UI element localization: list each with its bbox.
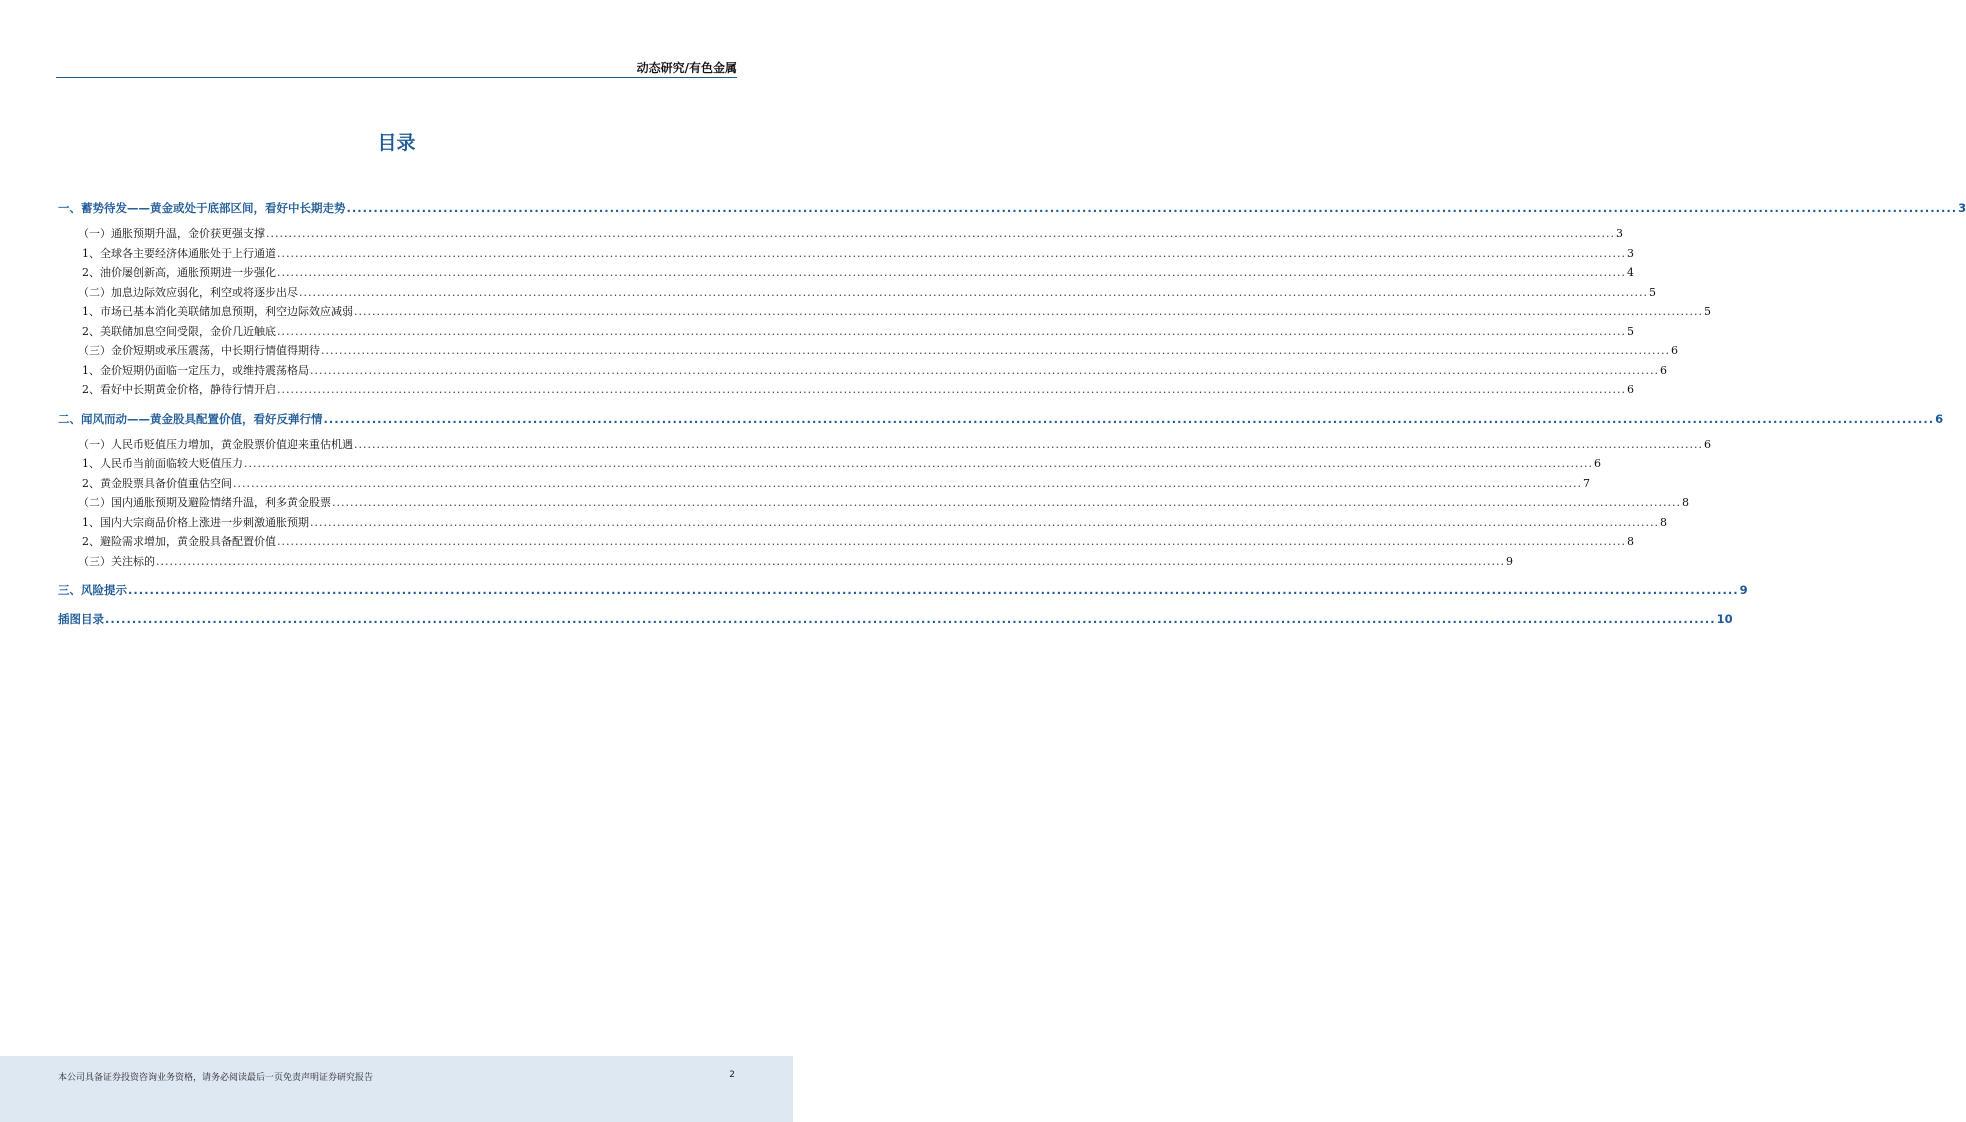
toc-entry-level-1[interactable] (58, 409, 1944, 429)
footer-band (0, 1056, 793, 1122)
toc-entry-page: 9 (1739, 583, 1748, 597)
toc-gap (58, 400, 738, 409)
toc-leader-dots: ............................................................................................................................................................................................................................................................................................................ (277, 246, 1626, 260)
toc-entry-level-3[interactable] (58, 244, 1634, 264)
toc-entry-label: （二）国内通胀预期及避险情绪升温，利多黄金股票 (78, 496, 331, 509)
toc-leader-dots: ............................................................................................................................................................................................................................................................................................................ (277, 383, 1626, 396)
toc-entry-label: 1、金价短期仍面临一定压力，或维持震荡格局 (82, 363, 309, 377)
toc-leader-dots: ............................................................................................................................................................................................................................................................................................................ (156, 554, 1505, 568)
toc-entry-label: 2、油价屡创新高，通胀预期进一步强化 (82, 266, 276, 279)
toc-entry-page: 6 (1626, 383, 1634, 396)
toc-entry-page: 6 (1593, 457, 1601, 470)
toc-entry-label: （二）加息边际效应弱化，利空或将逐步出尽 (78, 285, 298, 299)
toc-gap (58, 600, 738, 609)
toc-entry-label: （三）金价短期或承压震荡，中长期行情值得期待 (78, 344, 320, 357)
toc-gap (58, 571, 738, 580)
toc-entry-level-2[interactable] (58, 341, 1678, 361)
toc-entry-label: 二、闻风而动——黄金股具配置价值，看好反弹行情 (58, 411, 323, 426)
toc-entry-label: 2、黄金股票具备价值重估空间 (82, 476, 232, 490)
toc-entry-label: （一）人民币贬值压力增加，黄金股票价值迎来重估机遇 (78, 437, 353, 451)
toc-entry-level-2[interactable] (58, 283, 1656, 303)
toc-leader-dots: ............................................................................................................................................................................................................................................................................................................ (277, 266, 1626, 279)
toc-entry-page: 5 (1626, 324, 1634, 338)
toc-entry-page: 9 (1505, 554, 1513, 568)
toc-leader-dots: ............................................................................................................................................................................................................................................................................................................ (244, 457, 1593, 470)
toc-entry-page: 6 (1703, 437, 1711, 451)
toc-entry-label: 1、市场已基本消化美联储加息预期，利空边际效应减弱 (82, 305, 353, 318)
toc-entry-level-3[interactable] (58, 454, 1601, 474)
toc-entry-label: 2、避险需求增加，黄金股具备配置价值 (82, 535, 276, 548)
toc-entry-level-3[interactable] (58, 263, 1634, 283)
toc-leader-dots: ............................................................................................................................................................................................................................................................................................................ (321, 344, 1670, 357)
toc-entry-page: 8 (1681, 496, 1689, 509)
toc-entry-label: 2、看好中长期黄金价格，静待行情开启 (82, 383, 276, 396)
toc-entry-label: 1、全球各主要经济体通胀处于上行通道 (82, 246, 276, 260)
toc-entry-label: 1、人民币当前面临较大贬值压力 (82, 457, 243, 470)
toc-entry-page: 8 (1659, 515, 1667, 529)
toc-entry-label: （三）关注标的 (78, 554, 155, 568)
toc-entry-level-2[interactable] (58, 552, 1513, 572)
toc-entry-level-3[interactable] (58, 532, 1634, 552)
toc-entry-level-2[interactable] (58, 224, 1623, 244)
toc-leader-dots: ............................................................................................................................................................................................................................................................................................................ (128, 583, 1739, 597)
toc-entry-level-3[interactable] (58, 513, 1667, 533)
toc-entry-label: 插图目录 (58, 612, 104, 626)
toc-entry-page: 5 (1703, 305, 1711, 318)
toc-entry-level-2[interactable] (58, 493, 1689, 513)
toc-leader-dots: ............................................................................................................................................................................................................................................................................................................ (105, 612, 1716, 626)
toc-entry-page: 3 (1958, 201, 1966, 215)
toc-leader-dots: ............................................................................................................................................................................................................................................................................................................ (277, 324, 1626, 338)
toc-entry-level-1[interactable] (58, 609, 1733, 629)
footer-page-number: 2 (729, 1070, 735, 1080)
toc-leader-dots: ............................................................................................................................................................................................................................................................................................................ (266, 227, 1615, 240)
table-of-contents (58, 198, 1966, 629)
toc-entry-page: 5 (1648, 285, 1656, 299)
toc-entry-level-3[interactable] (58, 380, 1634, 400)
header-section-title: 动态研究/有色金属 (636, 61, 737, 75)
toc-entry-label: 2、美联储加息空间受限，金价几近触底 (82, 324, 276, 338)
toc-leader-dots: ............................................................................................................................................................................................................................................................................................................ (310, 515, 1659, 529)
toc-leader-dots: ............................................................................................................................................................................................................................................................................................................ (299, 285, 1648, 299)
toc-entry-page: 3 (1626, 246, 1634, 260)
toc-entry-level-1[interactable] (58, 580, 1748, 600)
toc-entry-page: 3 (1615, 227, 1623, 240)
toc-leader-dots: ............................................................................................................................................................................................................................................................................................................ (346, 201, 1958, 215)
toc-entry-label: 三、风险提示 (58, 583, 127, 597)
toc-entry-page: 6 (1935, 411, 1944, 426)
header-divider (56, 77, 737, 78)
toc-entry-label: （一）通胀预期升温，金价获更强支撑 (78, 227, 265, 240)
toc-entry-page: 7 (1582, 476, 1590, 490)
toc-entry-page: 8 (1626, 535, 1634, 548)
toc-leader-dots: ............................................................................................................................................................................................................................................................................................................ (332, 496, 1681, 509)
footer-disclaimer: 本公司具备证券投资咨询业务资格，请务必阅读最后一页免责声明证券研究报告 (58, 1073, 374, 1083)
toc-entry-level-3[interactable] (58, 361, 1667, 381)
toc-leader-dots: ............................................................................................................................................................................................................................................................................................................ (323, 411, 1935, 426)
toc-entry-page: 6 (1670, 344, 1678, 357)
toc-leader-dots: ............................................................................................................................................................................................................................................................................................................ (277, 535, 1626, 548)
toc-leader-dots: ............................................................................................................................................................................................................................................................................................................ (354, 437, 1703, 451)
toc-leader-dots: ............................................................................................................................................................................................................................................................................................................ (233, 476, 1582, 490)
toc-entry-page: 4 (1626, 266, 1634, 279)
toc-leader-dots: ............................................................................................................................................................................................................................................................................................................ (310, 363, 1659, 377)
toc-entry-label: 1、国内大宗商品价格上涨进一步刺激通胀预期 (82, 515, 309, 529)
toc-title: 目录 (377, 132, 416, 154)
toc-entry-level-1[interactable] (58, 198, 1966, 218)
toc-entry-page: 6 (1659, 363, 1667, 377)
toc-entry-level-2[interactable] (58, 435, 1711, 455)
toc-entry-page: 10 (1716, 612, 1733, 626)
toc-entry-level-3[interactable] (58, 474, 1590, 494)
toc-entry-level-3[interactable] (58, 302, 1711, 322)
toc-entry-level-3[interactable] (58, 322, 1634, 342)
toc-leader-dots: ............................................................................................................................................................................................................................................................................................................ (354, 305, 1703, 318)
toc-entry-label: 一、蓄势待发——黄金或处于底部区间，看好中长期走势 (58, 201, 346, 215)
